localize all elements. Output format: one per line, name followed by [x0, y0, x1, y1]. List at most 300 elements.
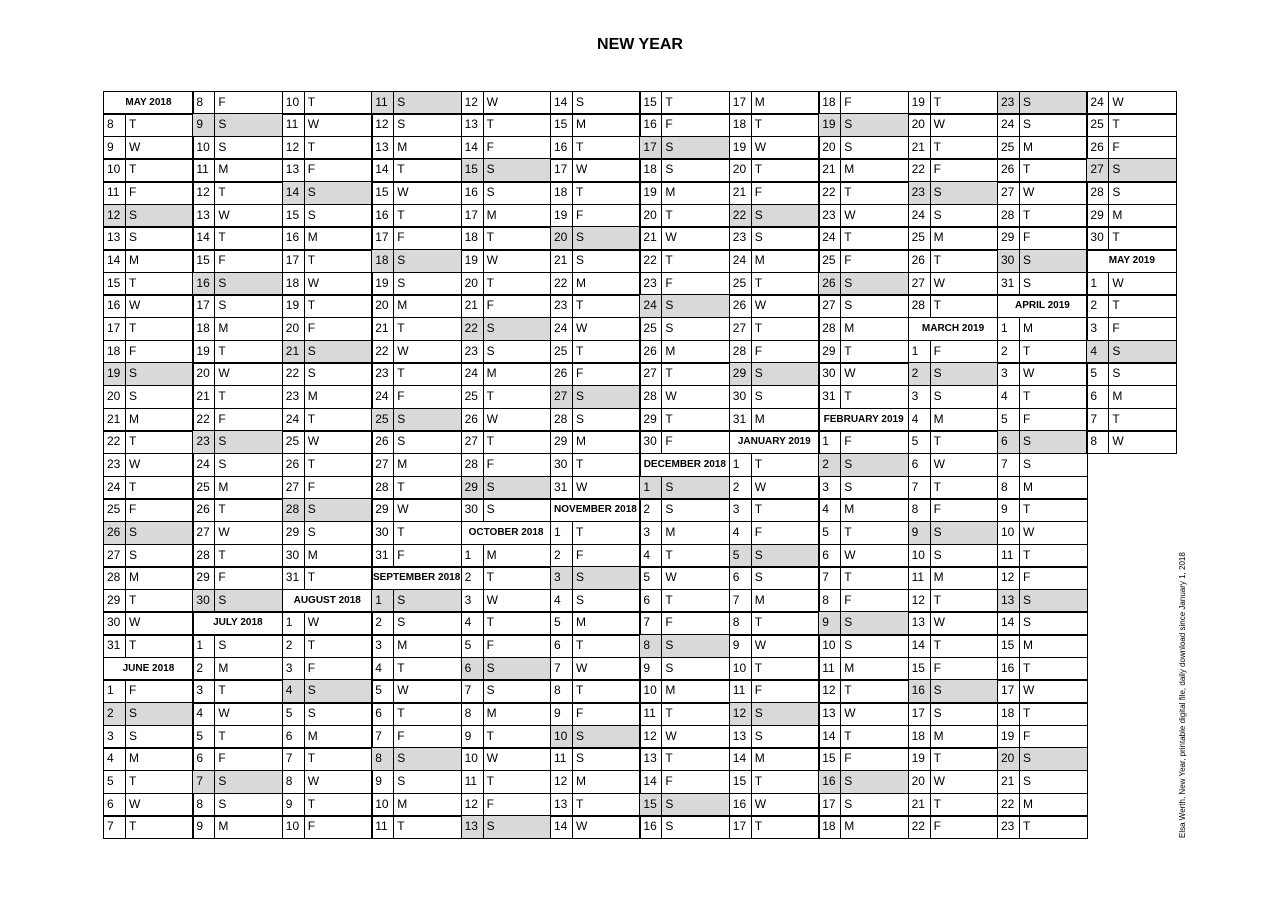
weekday-letter: T — [933, 592, 941, 607]
day-number: 18 — [104, 341, 126, 363]
day-number: 21 — [372, 318, 394, 340]
day-cell — [103, 747, 194, 771]
day-number: 29 — [1087, 205, 1109, 227]
day-cell — [729, 476, 820, 500]
weekday-letter: S — [1023, 751, 1032, 766]
day-number: 17 — [551, 159, 573, 181]
day-cell — [908, 113, 999, 137]
day-cell — [371, 317, 462, 341]
weekday-letter: F — [307, 321, 316, 335]
day-cell — [729, 634, 820, 658]
day-number: 21 — [283, 341, 305, 363]
day-number: 10 — [372, 794, 394, 816]
day-number: 19 — [372, 273, 394, 295]
day-number: 26 — [193, 499, 215, 521]
weekday-letter: S — [665, 162, 674, 177]
day-cell — [282, 113, 373, 137]
day-number: 20 — [909, 114, 931, 136]
day-number: 6 — [104, 794, 126, 816]
weekday-letter: T — [665, 253, 673, 268]
day-number: 30 — [372, 522, 394, 544]
day-cell — [1086, 294, 1177, 318]
day-cell — [908, 589, 999, 613]
day-cell — [192, 589, 283, 613]
day-number: 1 — [730, 454, 752, 476]
weekday-letter: W — [307, 774, 320, 788]
weekday-letter: F — [933, 819, 941, 834]
day-cell — [371, 385, 462, 409]
weekday-letter: S — [754, 388, 763, 403]
day-number: 12 — [462, 794, 484, 816]
day-number: 8 — [104, 114, 126, 136]
weekday-letter: M — [844, 819, 855, 834]
month-header: MAY 2018 — [103, 91, 194, 115]
weekday-letter: M — [486, 706, 497, 721]
day-number: 8 — [909, 499, 931, 521]
day-cell — [639, 136, 730, 160]
day-number: 16 — [462, 182, 484, 204]
day-cell — [818, 362, 909, 386]
day-number: 25 — [462, 386, 484, 408]
day-cell — [282, 91, 373, 115]
weekday-letter: F — [307, 660, 316, 675]
day-cell — [997, 204, 1088, 228]
day-number: 10 — [730, 658, 752, 680]
day-cell — [639, 158, 730, 182]
weekday-letter: M — [486, 547, 497, 562]
day-cell — [729, 747, 820, 771]
day-number: 4 — [1087, 341, 1109, 363]
weekday-letter: F — [665, 275, 673, 290]
day-number: 20 — [104, 386, 126, 408]
day-number: 18 — [372, 250, 394, 272]
weekday-letter: T — [307, 751, 316, 766]
day-cell — [282, 249, 373, 273]
weekday-letter: F — [486, 638, 494, 653]
day-number: 6 — [462, 658, 484, 680]
day-number: 2 — [193, 658, 215, 680]
day-number: 5 — [551, 612, 573, 634]
day-number: 24 — [193, 454, 215, 476]
day-cell — [639, 657, 730, 681]
day-cell — [908, 611, 999, 635]
weekday-letter: S — [665, 819, 674, 834]
weekday-letter: F — [129, 683, 137, 698]
weekday-letter: F — [486, 456, 494, 471]
weekday-letter: F — [218, 94, 226, 109]
weekday-letter: T — [576, 139, 584, 154]
weekday-letter: S — [129, 524, 138, 539]
day-number: 30 — [819, 363, 841, 385]
day-cell — [1086, 158, 1177, 182]
day-number: 13 — [551, 794, 573, 816]
day-number: 15 — [909, 658, 931, 680]
weekday-letter: S — [397, 751, 406, 766]
day-cell — [371, 521, 462, 545]
credit-line — [1178, 552, 1194, 839]
weekday-letter: S — [754, 728, 763, 743]
weekday-letter: T — [1023, 343, 1031, 358]
day-number: 19 — [640, 182, 662, 204]
day-number: 25 — [730, 273, 752, 295]
weekday-letter: S — [307, 524, 316, 539]
weekday-letter: T — [486, 615, 494, 630]
day-number: 16 — [819, 771, 841, 793]
day-number: 13 — [909, 612, 931, 634]
weekday-letter: S — [844, 456, 853, 471]
day-number: 29 — [193, 567, 215, 589]
day-number: 7 — [193, 771, 215, 793]
day-cell — [282, 770, 373, 794]
day-cell — [461, 317, 552, 341]
month-header: SEPTEMBER 2018 — [371, 566, 462, 590]
weekday-letter: T — [486, 275, 494, 290]
day-cell — [818, 385, 909, 409]
weekday-letter: S — [933, 366, 942, 381]
day-cell — [908, 226, 999, 250]
weekday-letter: W — [844, 547, 856, 562]
weekday-letter: T — [129, 321, 137, 335]
day-number: 4 — [640, 545, 662, 567]
weekday-letter: T — [665, 547, 673, 562]
weekday-letter: M — [307, 728, 318, 743]
day-number: 29 — [283, 522, 305, 544]
day-cell — [192, 91, 283, 115]
weekday-letter: S — [665, 502, 674, 517]
weekday-letter: T — [397, 660, 405, 675]
weekday-letter: F — [307, 819, 316, 834]
weekday-letter: S — [397, 117, 406, 132]
day-number: 26 — [104, 522, 126, 544]
day-cell — [461, 91, 552, 115]
weekday-letter: T — [665, 751, 673, 766]
day-cell — [371, 589, 462, 613]
day-number: 3 — [104, 726, 126, 748]
month-header: MAY 2019 — [1086, 249, 1177, 273]
day-number: 17 — [998, 680, 1020, 702]
weekday-letter: T — [1023, 660, 1031, 675]
day-number: 19 — [819, 114, 841, 136]
day-cell — [639, 589, 730, 613]
weekday-letter: F — [218, 253, 226, 268]
weekday-letter: F — [397, 728, 405, 743]
day-cell — [729, 385, 820, 409]
day-number: 15 — [372, 182, 394, 204]
weekday-letter: S — [933, 207, 942, 222]
day-cell — [639, 91, 730, 115]
day-number: 21 — [193, 386, 215, 408]
day-number: 14 — [819, 726, 841, 748]
day-number: 11 — [730, 680, 752, 702]
day-cell — [818, 430, 909, 454]
weekday-letter: S — [307, 366, 316, 381]
day-cell — [461, 725, 552, 749]
day-cell — [997, 272, 1088, 296]
day-number: 26 — [819, 273, 841, 295]
weekday-letter: W — [576, 819, 588, 834]
day-cell — [639, 476, 730, 500]
day-number: 23 — [730, 227, 752, 249]
weekday-letter: T — [307, 456, 316, 471]
day-number: 9 — [998, 499, 1020, 521]
day-cell — [729, 272, 820, 296]
day-cell — [639, 793, 730, 817]
day-cell — [282, 136, 373, 160]
weekday-letter: F — [218, 751, 226, 766]
day-cell — [192, 249, 283, 273]
day-cell — [371, 770, 462, 794]
day-number: 12 — [730, 703, 752, 725]
weekday-letter: T — [1112, 230, 1120, 245]
day-number: 23 — [998, 92, 1020, 114]
day-cell — [729, 815, 820, 839]
weekday-letter: T — [576, 456, 584, 471]
calendar-title: NEW YEAR — [597, 36, 683, 53]
weekday-letter: S — [576, 592, 585, 607]
day-number: 7 — [640, 612, 662, 634]
day-number: 6 — [193, 748, 215, 770]
day-cell — [1086, 385, 1177, 409]
day-number: 31 — [372, 545, 394, 567]
day-number: 25 — [104, 499, 126, 521]
month-header: JANUARY 2019 — [729, 430, 820, 454]
weekday-letter: T — [486, 774, 494, 788]
day-number: 22 — [819, 182, 841, 204]
day-number: 20 — [193, 363, 215, 385]
day-number: 13 — [640, 748, 662, 770]
day-number: 30 — [640, 431, 662, 453]
day-cell — [818, 725, 909, 749]
weekday-letter: W — [218, 207, 230, 222]
day-cell — [997, 408, 1088, 432]
day-cell — [461, 657, 552, 681]
day-cell — [997, 476, 1088, 500]
weekday-letter: M — [1023, 796, 1033, 811]
weekday-letter: T — [307, 796, 316, 811]
day-cell — [908, 566, 999, 590]
weekday-letter: M — [933, 230, 944, 245]
day-cell — [192, 770, 283, 794]
day-number: 13 — [104, 227, 126, 249]
day-number: 22 — [462, 318, 484, 340]
weekday-letter: S — [129, 366, 138, 381]
day-number: 24 — [998, 114, 1020, 136]
day-cell — [282, 181, 373, 205]
weekday-letter: T — [1112, 298, 1120, 313]
day-number: 14 — [551, 92, 573, 114]
day-number: 2 — [462, 567, 484, 589]
day-number: 19 — [193, 341, 215, 363]
day-cell — [461, 385, 552, 409]
day-cell — [282, 272, 373, 296]
day-number: 23 — [909, 182, 931, 204]
weekday-letter: S — [933, 524, 942, 539]
day-number: 4 — [998, 386, 1020, 408]
day-number: 20 — [551, 227, 573, 249]
weekday-letter: S — [576, 751, 585, 766]
weekday-letter: T — [754, 321, 763, 335]
weekday-letter: W — [1023, 683, 1035, 698]
weekday-letter: W — [397, 502, 409, 517]
day-cell — [550, 725, 641, 749]
day-cell — [282, 204, 373, 228]
day-cell — [818, 91, 909, 115]
day-cell — [192, 453, 283, 477]
day-number: 9 — [193, 114, 215, 136]
day-cell — [818, 226, 909, 250]
day-number: 21 — [462, 295, 484, 317]
day-cell — [282, 679, 373, 703]
day-number: 23 — [998, 816, 1020, 838]
weekday-letter: S — [665, 638, 674, 653]
day-cell — [639, 430, 730, 454]
weekday-letter: S — [307, 343, 316, 358]
day-number: 31 — [819, 386, 841, 408]
weekday-letter: S — [1023, 253, 1032, 268]
day-cell — [371, 113, 462, 137]
weekday-letter: M — [129, 570, 139, 585]
weekday-letter: S — [218, 298, 227, 313]
day-cell — [461, 611, 552, 635]
weekday-letter: T — [754, 275, 763, 290]
day-cell — [818, 634, 909, 658]
day-cell — [103, 498, 194, 522]
day-cell — [908, 204, 999, 228]
weekday-letter: S — [844, 275, 853, 290]
weekday-letter: S — [1023, 94, 1032, 109]
day-cell — [282, 476, 373, 500]
day-cell — [371, 272, 462, 296]
day-number: 14 — [551, 816, 573, 838]
day-number: 17 — [730, 92, 752, 114]
day-cell — [908, 362, 999, 386]
day-cell — [818, 679, 909, 703]
weekday-letter: T — [933, 796, 941, 811]
day-cell — [282, 611, 373, 635]
day-cell — [371, 725, 462, 749]
day-cell — [997, 566, 1088, 590]
weekday-letter: S — [307, 683, 316, 698]
day-number: 24 — [819, 227, 841, 249]
day-number: 3 — [909, 386, 931, 408]
day-cell — [729, 770, 820, 794]
day-number: 8 — [193, 794, 215, 816]
day-number: 25 — [551, 341, 573, 363]
day-cell — [550, 634, 641, 658]
weekday-letter: W — [933, 774, 945, 788]
day-cell — [818, 747, 909, 771]
day-cell — [1086, 317, 1177, 341]
weekday-letter: T — [844, 570, 852, 585]
day-number: 20 — [819, 137, 841, 159]
month-header: FEBRUARY 2019 — [818, 408, 909, 432]
weekday-letter: T — [129, 819, 137, 834]
weekday-letter: S — [129, 230, 138, 245]
weekday-letter: S — [844, 638, 853, 653]
day-number: 15 — [640, 92, 662, 114]
weekday-letter: S — [665, 298, 674, 313]
weekday-letter: S — [844, 796, 853, 811]
day-cell — [461, 793, 552, 817]
weekday-letter: M — [397, 638, 408, 653]
day-cell — [639, 747, 730, 771]
day-number: 27 — [909, 273, 931, 295]
weekday-letter: M — [576, 117, 586, 132]
weekday-letter: S — [1023, 275, 1032, 290]
day-number: 2 — [819, 454, 841, 476]
day-cell — [103, 317, 194, 341]
day-number: 4 — [372, 658, 394, 680]
day-cell — [550, 453, 641, 477]
day-cell — [997, 521, 1088, 545]
day-cell — [461, 294, 552, 318]
day-cell — [282, 634, 373, 658]
day-number: 18 — [551, 182, 573, 204]
weekday-letter: T — [754, 117, 763, 132]
day-cell — [550, 158, 641, 182]
day-number: 13 — [819, 703, 841, 725]
day-cell — [818, 340, 909, 364]
day-number: 30 — [462, 499, 484, 521]
weekday-letter: M — [933, 411, 944, 426]
weekday-letter: S — [576, 388, 585, 403]
day-number: 25 — [283, 431, 305, 453]
day-cell — [371, 815, 462, 839]
day-number: 15 — [283, 205, 305, 227]
day-number: 25 — [1087, 114, 1109, 136]
day-cell — [282, 657, 373, 681]
day-number: 22 — [193, 409, 215, 431]
day-cell — [639, 544, 730, 568]
day-number: 27 — [283, 477, 305, 499]
day-cell — [818, 793, 909, 817]
day-cell — [103, 272, 194, 296]
day-number: 24 — [640, 295, 662, 317]
weekday-letter: S — [1023, 456, 1032, 471]
day-number: 11 — [909, 567, 931, 589]
day-cell — [550, 272, 641, 296]
day-number: 12 — [819, 680, 841, 702]
day-cell — [550, 430, 641, 454]
day-number: 3 — [998, 363, 1020, 385]
day-cell — [908, 815, 999, 839]
day-cell — [818, 136, 909, 160]
day-cell — [729, 793, 820, 817]
day-number: 5 — [998, 409, 1020, 431]
day-cell — [103, 226, 194, 250]
day-number: 29 — [998, 227, 1020, 249]
day-number: 8 — [640, 635, 662, 657]
day-cell — [550, 747, 641, 771]
weekday-letter: W — [665, 230, 677, 245]
weekday-letter: W — [1112, 434, 1124, 449]
day-number: 8 — [283, 771, 305, 793]
day-cell — [282, 725, 373, 749]
day-number: 17 — [193, 295, 215, 317]
weekday-letter: F — [576, 207, 584, 222]
day-cell — [371, 498, 462, 522]
day-cell — [639, 249, 730, 273]
weekday-letter: M — [397, 456, 408, 471]
day-cell — [192, 317, 283, 341]
day-cell — [461, 634, 552, 658]
weekday-letter: S — [129, 207, 138, 222]
day-number: 26 — [462, 409, 484, 431]
day-cell — [908, 544, 999, 568]
day-number: 1 — [1087, 273, 1109, 295]
weekday-letter: S — [754, 207, 763, 222]
day-cell — [997, 158, 1088, 182]
